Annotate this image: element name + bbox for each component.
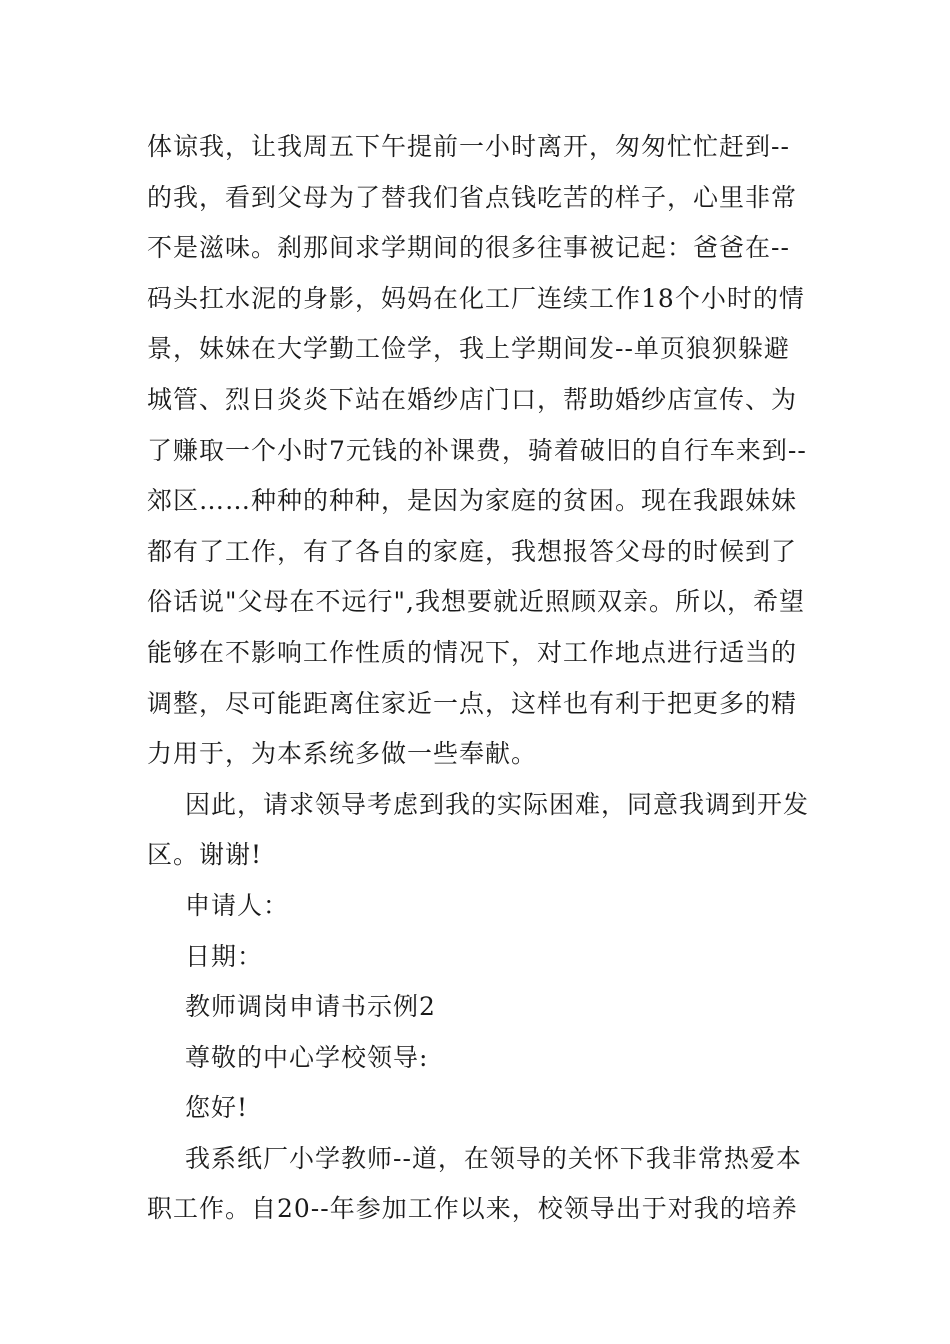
text-line: 职工作。自20--年参加工作以来，校领导出于对我的培养 [147,1194,798,1224]
text-line: 体谅我，让我周五下午提前一小时离开，匆匆忙忙赶到-- [147,132,790,161]
greeting: 您好! [185,1093,249,1123]
text-line: 区。谢谢! [147,840,263,870]
paragraph-start-line: 因此，请求领导考虑到我的实际困难，同意我调到开发 [185,789,810,819]
text-line: 不是滋味。刹那间求学期间的很多往事被记起：爸爸在-- [147,233,790,263]
text-line: 能够在不影响工作性质的情况下，对工作地点进行适当的 [147,637,798,667]
text-line: 了赚取一个小时7元钱的补课费，骑着破旧的自行车来到-- [147,435,807,465]
text-line: 俗话说"父母在不远行",我想要就近照顾双亲。所以，希望 [147,587,805,617]
text-line: 力用于，为本系统多做一些奉献。 [147,739,538,769]
text-line: 都有了工作，有了各自的家庭，我想报答父母的时候到了 [147,536,798,566]
text-line: 景，妹妹在大学勤工俭学，我上学期间发--单页狼狈躲避 [147,334,790,364]
paragraph-start-line: 我系纸厂小学教师--道，在领导的关怀下我非常热爱本 [185,1143,802,1173]
salutation: 尊敬的中心学校领导: [185,1042,429,1072]
text-line: 调整，尽可能距离住家近一点，这样也有利于把更多的精 [147,688,798,718]
date-label: 日期： [185,941,264,971]
document-body [147,122,812,1235]
applicant-label: 申请人： [185,890,290,920]
text-line: 郊区……种种的种种，是因为家庭的贫困。现在我跟妹妹 [147,486,798,516]
text-line: 码头扛水泥的身影，妈妈在化工厂连续工作18个小时的情 [147,283,805,313]
text-line: 的我，看到父母为了替我们省点钱吃苦的样子，心里非常 [147,182,798,212]
section-title: 教师调岗申请书示例2 [185,992,436,1022]
text-line: 城管、烈日炎炎下站在婚纱店门口，帮助婚纱店宣传、为 [147,384,798,414]
